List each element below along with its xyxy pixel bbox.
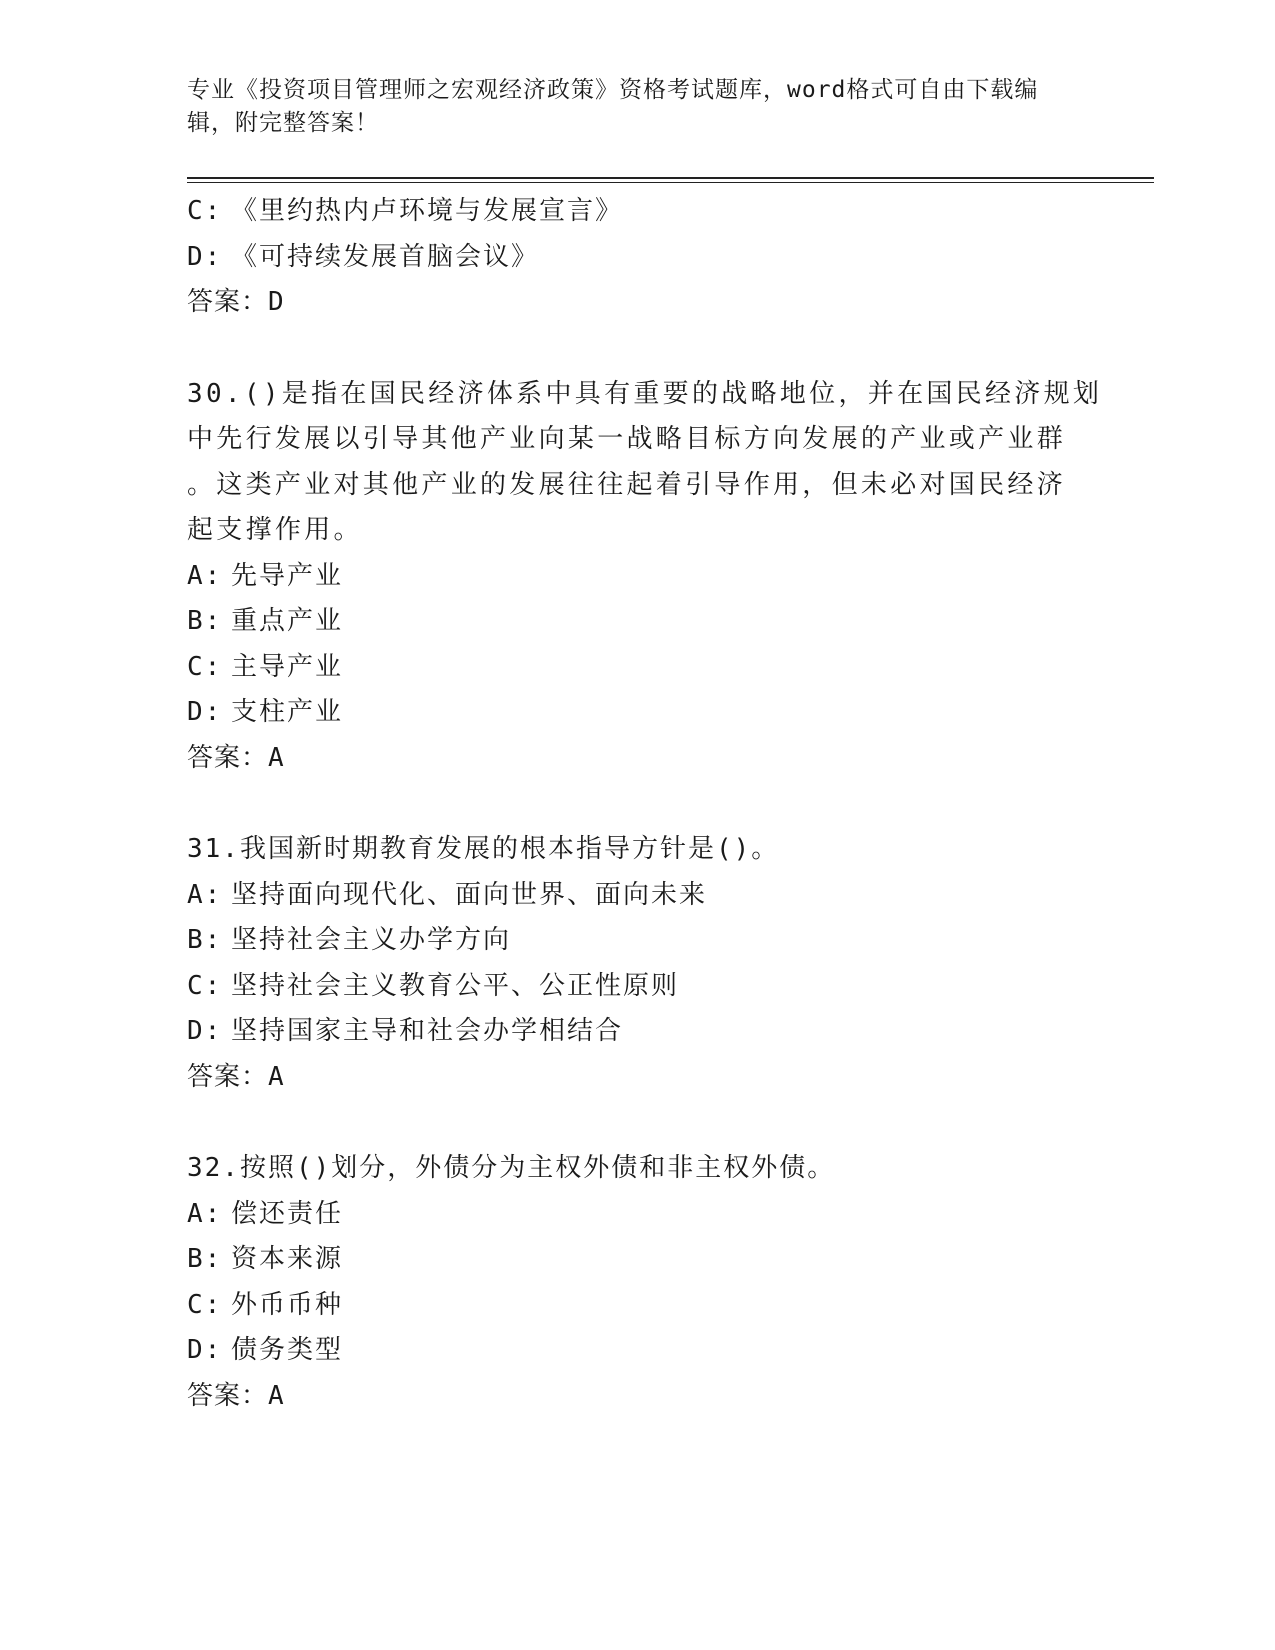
option-text: 重点产业	[231, 606, 344, 636]
option-text: 资本来源	[231, 1244, 344, 1274]
option-d	[187, 690, 1087, 736]
question-gap	[187, 781, 1087, 827]
option-text: 《里约热内卢环境与发展宣言》	[231, 196, 624, 226]
option-text: 主导产业	[231, 651, 344, 682]
option-c	[187, 189, 1087, 235]
question-stem-line: 30.()是指在国民经济体系中具有重要的战略地位，并在国民经济规划	[187, 378, 1103, 409]
option-key: B:	[187, 1244, 223, 1274]
answer-line: 答案：A	[187, 742, 285, 773]
option-key: C:	[187, 196, 223, 226]
option-key: B:	[187, 606, 223, 636]
question-29-continued	[187, 189, 1087, 326]
page-header	[187, 74, 1087, 140]
header-line-1: 专业《投资项目管理师之宏观经济政策》资格考试题库，word格式可自由下载编	[187, 77, 1039, 103]
option-key: B:	[187, 925, 223, 955]
option-a	[187, 873, 1087, 919]
question-stem-line: 31.我国新时期教育发展的根本指导方针是()。	[187, 834, 780, 864]
option-d	[187, 1009, 1087, 1055]
question-content	[187, 189, 1103, 1419]
option-b	[187, 599, 1087, 645]
option-text: 支柱产业	[231, 697, 344, 727]
option-key: C:	[187, 1289, 223, 1320]
option-key: D:	[187, 697, 223, 727]
question-stem-line: 32.按照()划分，外债分为主权外债和非主权外债。	[187, 1153, 836, 1183]
option-key: C:	[187, 651, 223, 682]
question-31	[187, 827, 1087, 1100]
option-a	[187, 554, 1087, 600]
option-key: C:	[187, 970, 223, 1001]
option-key: D:	[187, 241, 223, 272]
header-rule-thick	[187, 177, 1154, 179]
option-text: 偿还责任	[231, 1198, 344, 1229]
question-stem-line: 中先行发展以引导其他产业向某一战略目标方向发展的产业或产业群	[187, 424, 1067, 454]
option-text: 坚持国家主导和社会办学相结合	[231, 1016, 624, 1046]
header-line-2: 辑，附完整答案！	[187, 110, 379, 136]
option-a	[187, 1192, 1087, 1238]
option-text: 先导产业	[231, 560, 344, 591]
option-text: 坚持社会主义教育公平、公正性原则	[231, 970, 680, 1001]
option-b	[187, 918, 1087, 964]
option-text: 《可持续发展首脑会议》	[231, 241, 540, 272]
option-text: 债务类型	[231, 1335, 344, 1365]
option-key: A:	[187, 560, 223, 591]
question-gap	[187, 326, 1087, 372]
option-b	[187, 1237, 1087, 1283]
question-30	[187, 372, 1103, 782]
question-stem-line: 起支撑作用。	[187, 515, 363, 545]
option-c	[187, 645, 1087, 691]
option-key: A:	[187, 1198, 223, 1229]
option-text: 外币币种	[231, 1289, 344, 1320]
question-gap	[187, 1100, 1087, 1146]
question-32	[187, 1146, 1087, 1419]
option-key: A:	[187, 879, 223, 910]
answer-line: 答案：A	[187, 1061, 285, 1092]
option-d	[187, 1328, 1087, 1374]
question-stem-line: 。这类产业对其他产业的发展往往起着引导作用，但未必对国民经济	[187, 469, 1067, 500]
option-c	[187, 964, 1087, 1010]
option-c	[187, 1283, 1087, 1329]
option-key: D:	[187, 1335, 223, 1365]
answer-line: 答案：A	[187, 1380, 285, 1411]
option-d	[187, 235, 1087, 281]
answer-line: 答案：D	[187, 287, 285, 317]
option-text: 坚持社会主义办学方向	[231, 925, 512, 955]
option-text: 坚持面向现代化、面向世界、面向未来	[231, 879, 708, 910]
option-key: D:	[187, 1016, 223, 1046]
header-rule-thin	[187, 182, 1154, 183]
